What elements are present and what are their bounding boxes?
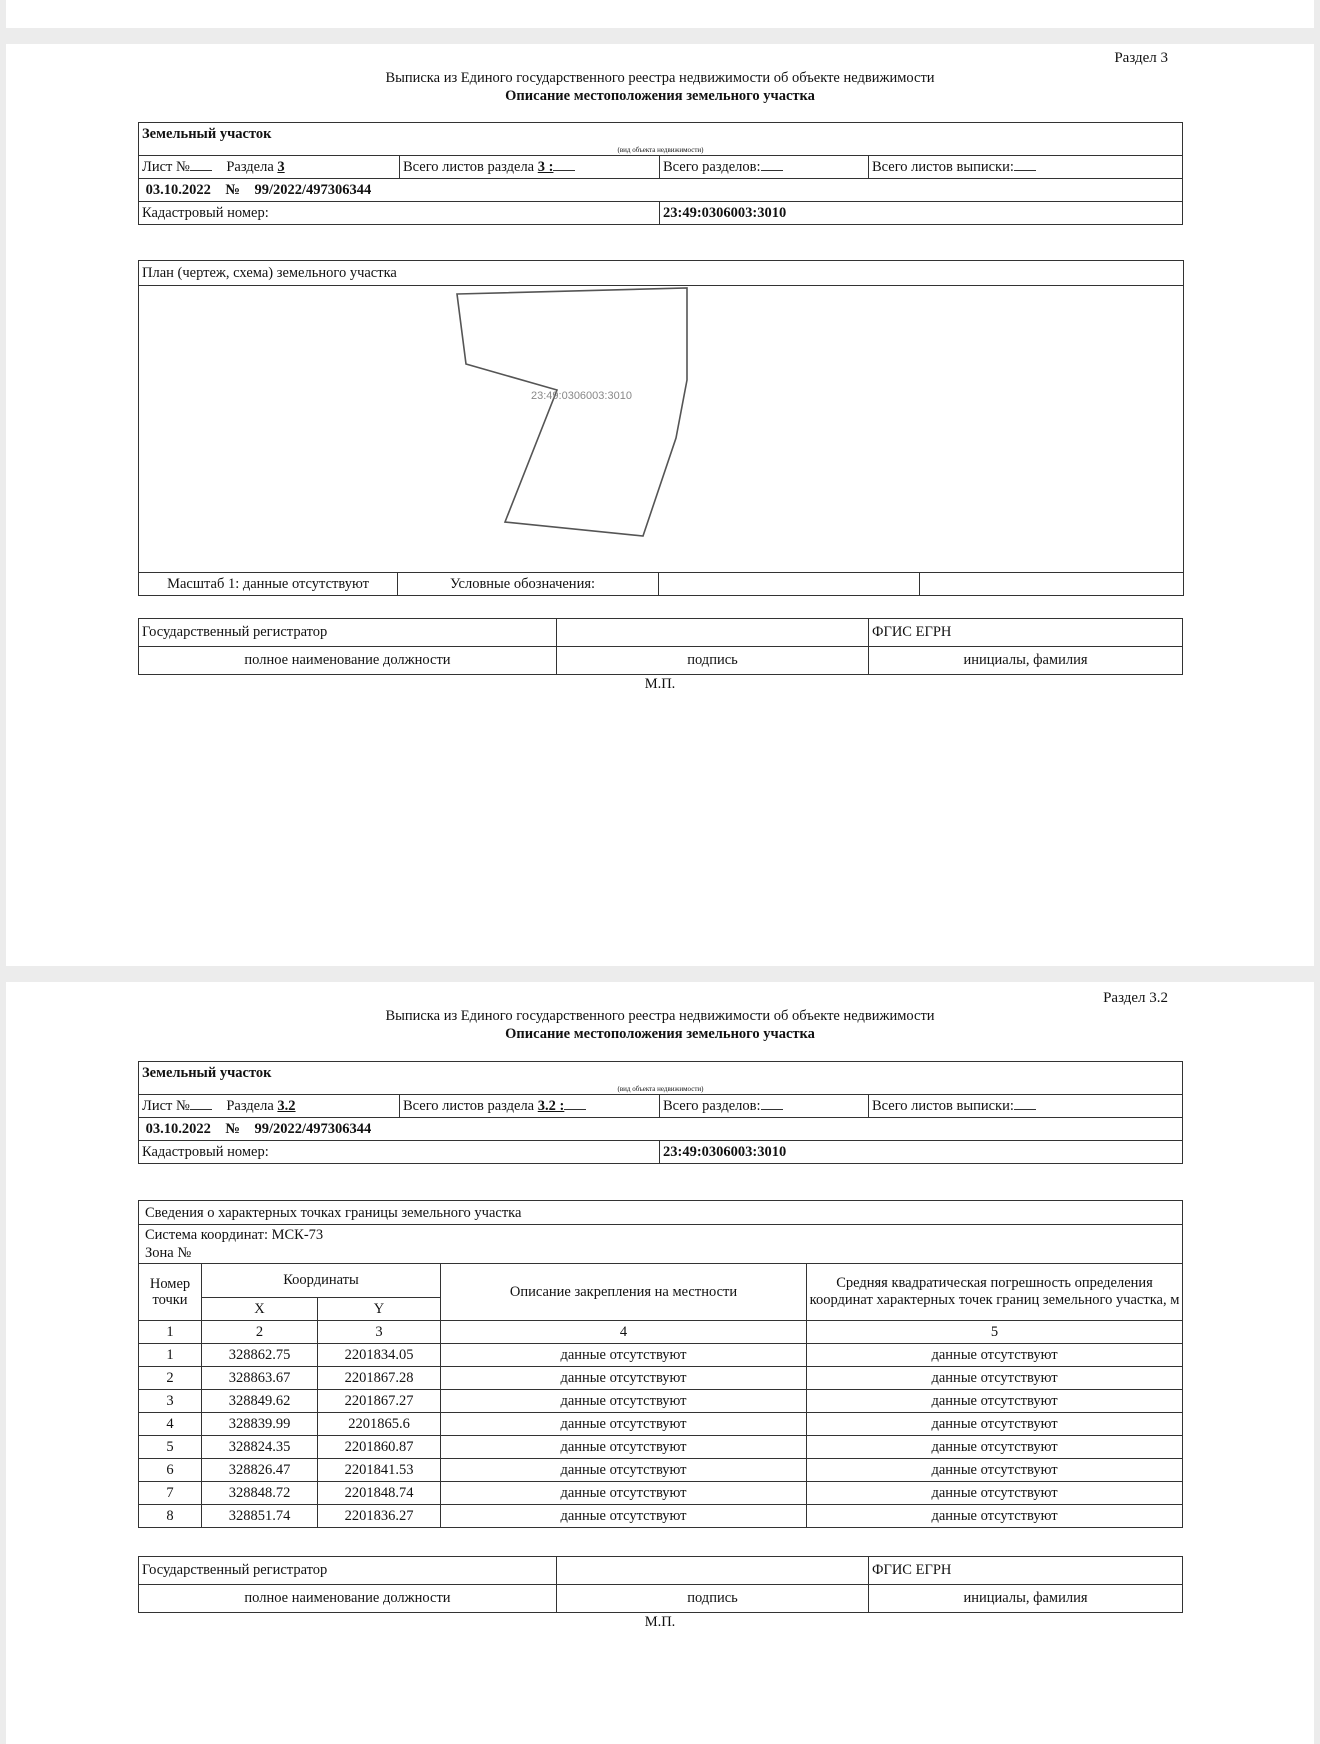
total-sheets-extract-cell xyxy=(869,156,1183,179)
point-x: 328848.72 xyxy=(202,1482,318,1505)
initials-caption: инициалы, фамилия xyxy=(869,1585,1183,1613)
point-y: 2201867.27 xyxy=(318,1390,441,1413)
point-error: данные отсутствуют xyxy=(807,1482,1183,1505)
col-point-header: Номер точки xyxy=(139,1264,202,1321)
point-y: 2201841.53 xyxy=(318,1459,441,1482)
zone-label: Зона № xyxy=(145,1245,192,1261)
plan-footer xyxy=(139,573,1183,595)
point-error: данные отсутствуют xyxy=(807,1413,1183,1436)
signature-caption: подпись xyxy=(557,1585,869,1613)
points-body xyxy=(139,1344,1183,1528)
position-caption: полное наименование должности xyxy=(139,647,557,675)
plan-title: План (чертеж, схема) земельного участка xyxy=(139,261,1183,286)
extract-date: 03.10.2022 xyxy=(145,1121,211,1137)
parcel-plan-svg xyxy=(139,286,1181,572)
point-description: данные отсутствуют xyxy=(441,1413,807,1436)
col-desc-header: Описание закрепления на местности xyxy=(441,1264,807,1321)
point-x: 328826.47 xyxy=(202,1459,318,1482)
point-error: данные отсутствуют xyxy=(807,1367,1183,1390)
boundary-points-table xyxy=(138,1200,1183,1528)
cadastral-number: 23:49:0306003:3010 xyxy=(660,202,1183,225)
section-label: Раздел 3.2 xyxy=(1103,990,1168,1006)
fgis-label: ФГИС ЕГРН xyxy=(869,1557,1183,1585)
registrar-signature-table xyxy=(138,618,1183,675)
header-info-table xyxy=(138,122,1183,225)
legend-label: Условные обозначения: xyxy=(398,573,659,595)
date-number-row xyxy=(139,179,1183,202)
cadastral-number: 23:49:0306003:3010 xyxy=(660,1141,1183,1164)
point-error: данные отсутствуют xyxy=(807,1436,1183,1459)
point-description: данные отсутствуют xyxy=(441,1482,807,1505)
point-y: 2201834.05 xyxy=(318,1344,441,1367)
document-page-section-3 xyxy=(6,44,1314,966)
point-error: данные отсутствуют xyxy=(807,1344,1183,1367)
table-row xyxy=(139,1390,1183,1413)
col-x-header: X xyxy=(202,1297,318,1320)
section-value: 3 xyxy=(277,159,285,175)
seal-mark: М.П. xyxy=(644,676,676,692)
header-info-table xyxy=(138,1061,1183,1164)
scale-text: Масштаб 1: данные отсутствуют xyxy=(139,573,398,595)
total-sections-cell xyxy=(660,1095,869,1118)
point-y: 2201836.27 xyxy=(318,1505,441,1528)
point-description: данные отсутствуют xyxy=(441,1344,807,1367)
signature-cell xyxy=(557,1557,869,1585)
object-type: Земельный участок xyxy=(139,1062,1183,1085)
table-row xyxy=(139,1505,1183,1528)
plan-block xyxy=(138,260,1184,596)
total-sheets-extract-cell xyxy=(869,1095,1183,1118)
parcel-boundary xyxy=(457,288,687,536)
section-word: Раздела xyxy=(226,1098,274,1114)
table-row xyxy=(139,1436,1183,1459)
legend-cell-1 xyxy=(659,573,920,595)
col-error-header: Средняя квадратическая погрешность определения координат характерных точек границ земельного участка, м xyxy=(807,1264,1183,1321)
date-number-row xyxy=(139,1118,1183,1141)
previous-page-edge xyxy=(6,0,1314,28)
cadastral-label: Кадастровый номер: xyxy=(139,1141,660,1164)
point-number: 8 xyxy=(139,1505,202,1528)
table-row xyxy=(139,1482,1183,1505)
total-sheets-section-cell xyxy=(400,1095,660,1118)
point-description: данные отсутствуют xyxy=(441,1459,807,1482)
column-number: 3 xyxy=(318,1321,441,1344)
column-number: 5 xyxy=(807,1321,1183,1344)
total-sheets-section-value: 3 : xyxy=(537,159,554,175)
total-sheets-section-label: Всего листов раздела xyxy=(403,159,535,175)
point-number: 3 xyxy=(139,1390,202,1413)
point-x: 328824.35 xyxy=(202,1436,318,1459)
point-description: данные отсутствуют xyxy=(441,1436,807,1459)
registrar-signature-table xyxy=(138,1556,1183,1613)
total-sheets-extract-label: Всего листов выписки: xyxy=(872,1098,1014,1114)
point-y: 2201867.28 xyxy=(318,1367,441,1390)
point-description: данные отсутствуют xyxy=(441,1390,807,1413)
sheet-number-cell xyxy=(139,156,400,179)
point-number: 1 xyxy=(139,1344,202,1367)
total-sheets-section-cell xyxy=(400,156,660,179)
point-y: 2201860.87 xyxy=(318,1436,441,1459)
column-number: 1 xyxy=(139,1321,202,1344)
plan-drawing-area xyxy=(139,286,1183,573)
signature-cell xyxy=(557,619,869,647)
sheet-label: Лист № xyxy=(142,159,190,175)
position-caption: полное наименование должности xyxy=(139,1585,557,1613)
coord-system: Система координат: МСК-73 xyxy=(145,1227,324,1243)
document-page-section-3-2 xyxy=(6,982,1314,1744)
sheet-number-cell xyxy=(139,1095,400,1118)
extract-number: 99/2022/497306344 xyxy=(254,182,372,198)
cadastral-label: Кадастровый номер: xyxy=(139,202,660,225)
point-number: 5 xyxy=(139,1436,202,1459)
point-number: 7 xyxy=(139,1482,202,1505)
number-sign: № xyxy=(225,1121,240,1137)
table-row xyxy=(139,1459,1183,1482)
section-label: Раздел 3 xyxy=(1114,50,1168,66)
section-word: Раздела xyxy=(226,159,274,175)
point-error: данные отсутствуют xyxy=(807,1505,1183,1528)
point-error: данные отсутствуют xyxy=(807,1390,1183,1413)
point-y: 2201865.6 xyxy=(318,1413,441,1436)
table-row xyxy=(139,1344,1183,1367)
points-title: Сведения о характерных точках границы земельного участка xyxy=(139,1201,1183,1225)
point-description: данные отсутствуют xyxy=(441,1505,807,1528)
point-number: 6 xyxy=(139,1459,202,1482)
object-type-caption: (вид объекта недвижимости) xyxy=(139,1084,1183,1095)
table-row xyxy=(139,1367,1183,1390)
registrar-label: Государственный регистратор xyxy=(139,1557,557,1585)
column-numbers-row xyxy=(139,1321,1183,1344)
parcel-cadastral-label: 23:49:0306003:3010 xyxy=(531,390,632,402)
legend-cell-2 xyxy=(920,573,1183,595)
signature-caption: подпись xyxy=(557,647,869,675)
object-type-caption: (вид объекта недвижимости) xyxy=(139,145,1183,156)
total-sections-label: Всего разделов: xyxy=(663,159,761,175)
point-error: данные отсутствуют xyxy=(807,1459,1183,1482)
total-sections-cell xyxy=(660,156,869,179)
table-row xyxy=(139,1413,1183,1436)
point-number: 4 xyxy=(139,1413,202,1436)
column-number: 4 xyxy=(441,1321,807,1344)
document-subheader: Описание местоположения земельного участка xyxy=(505,88,815,104)
total-sections-label: Всего разделов: xyxy=(663,1098,761,1114)
seal-mark: М.П. xyxy=(644,1614,676,1630)
col-y-header: Y xyxy=(318,1297,441,1320)
object-type: Земельный участок xyxy=(139,123,1183,146)
document-subheader: Описание местоположения земельного участка xyxy=(505,1026,815,1042)
document-header: Выписка из Единого государственного реестра недвижимости об объекте недвижимости xyxy=(385,1008,935,1024)
total-sheets-section-value: 3.2 : xyxy=(537,1098,565,1114)
fgis-label: ФГИС ЕГРН xyxy=(869,619,1183,647)
point-y: 2201848.74 xyxy=(318,1482,441,1505)
document-header: Выписка из Единого государственного реестра недвижимости об объекте недвижимости xyxy=(385,70,935,86)
point-x: 328839.99 xyxy=(202,1413,318,1436)
sheet-label: Лист № xyxy=(142,1098,190,1114)
section-value: 3.2 xyxy=(277,1098,296,1114)
coord-system-block xyxy=(139,1225,1183,1264)
initials-caption: инициалы, фамилия xyxy=(869,647,1183,675)
total-sheets-extract-label: Всего листов выписки: xyxy=(872,159,1014,175)
number-sign: № xyxy=(225,182,240,198)
point-x: 328863.67 xyxy=(202,1367,318,1390)
point-x: 328862.75 xyxy=(202,1344,318,1367)
total-sheets-section-label: Всего листов раздела xyxy=(403,1098,535,1114)
extract-date: 03.10.2022 xyxy=(145,182,211,198)
registrar-label: Государственный регистратор xyxy=(139,619,557,647)
column-number: 2 xyxy=(202,1321,318,1344)
point-x: 328851.74 xyxy=(202,1505,318,1528)
point-description: данные отсутствуют xyxy=(441,1367,807,1390)
point-x: 328849.62 xyxy=(202,1390,318,1413)
point-number: 2 xyxy=(139,1367,202,1390)
extract-number: 99/2022/497306344 xyxy=(254,1121,372,1137)
col-coords-header: Координаты xyxy=(202,1264,441,1298)
